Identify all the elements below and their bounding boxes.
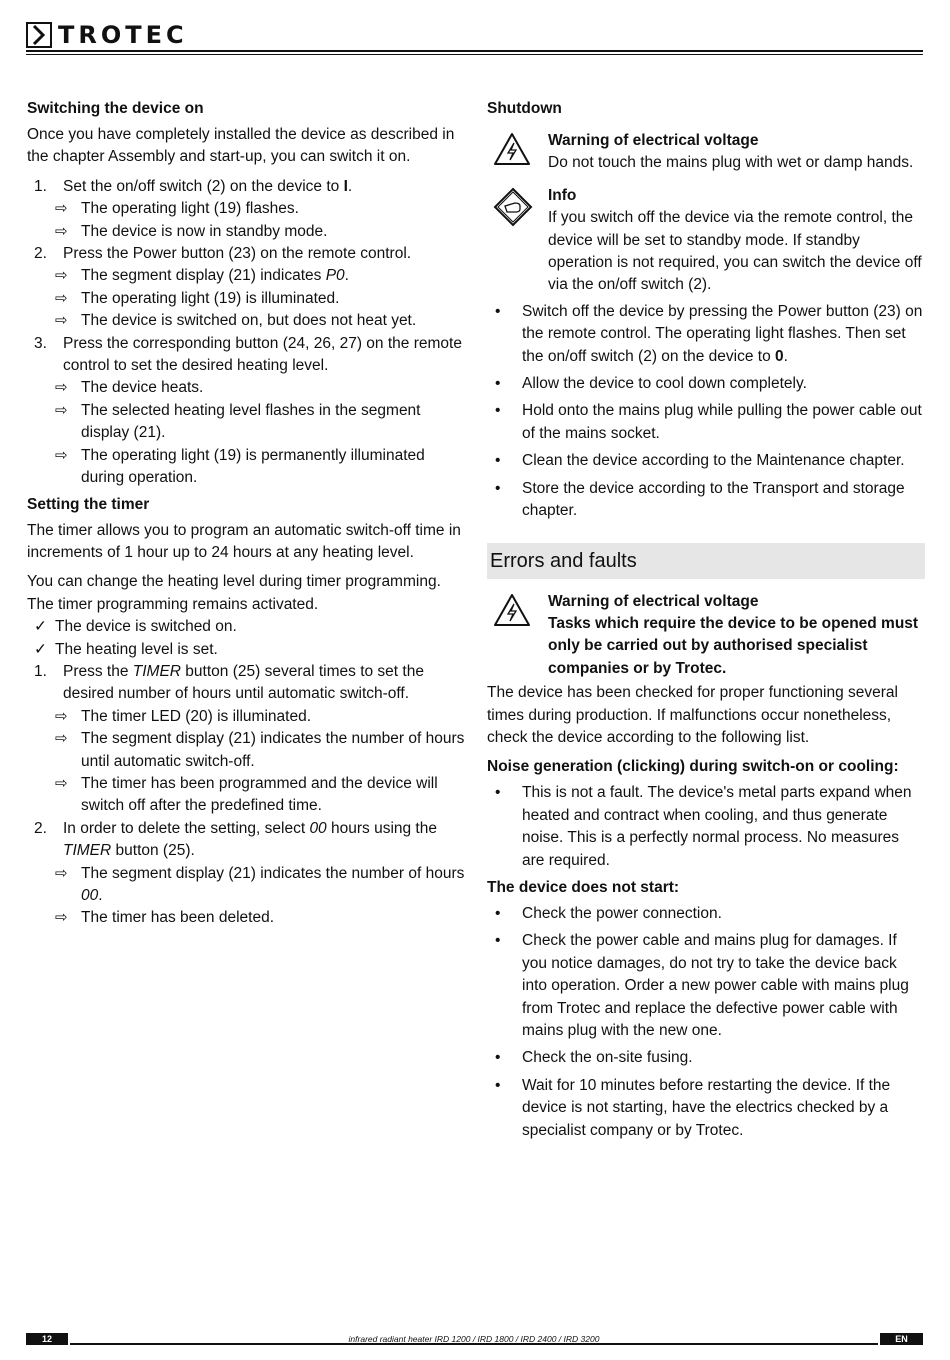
precondition-item: ✓ The device is switched on.: [27, 616, 467, 638]
errors-section-heading: Errors and faults: [487, 543, 925, 579]
shutdown-bullet: • Allow the device to cool down completely.: [495, 375, 807, 393]
page-header: [26, 18, 923, 56]
result-item: ⇨ The operating light (19) is illuminated.: [27, 288, 467, 310]
nostart-bullet: • Check the power cable and mains plug for damages. If you notice damages, do not try to take the device back into operation. Order a new power cable with mains plug from Trotec and replace the defective power cable with mains plug with the new one.: [495, 932, 909, 1039]
page-number: 12: [26, 1333, 68, 1345]
logo-chevron-icon: [26, 22, 52, 48]
shutdown-bullet: • Switch off the device by pressing the Power button (23) on the remote control. The operating light flashes. Then set the on/off switch (2) on the device to 0.: [495, 302, 923, 365]
nostart-bullet: • Check the power connection.: [495, 904, 722, 922]
info-hand-icon: [493, 187, 533, 234]
switching-heading: Switching the device on: [27, 100, 204, 117]
shutdown-bullet: • Clean the device according to the Maintenance chapter.: [495, 452, 905, 470]
result-item: ⇨ The device is now in standby mode.: [27, 221, 467, 243]
hollow-arrow-icon: ⇨: [55, 730, 68, 748]
noise-heading: Noise generation (clicking) during switch-on or cooling:: [487, 758, 899, 776]
result-item: ⇨ The segment display (21) indicates the number of hours 00.: [55, 864, 465, 904]
hollow-arrow-icon: ⇨: [55, 446, 68, 464]
step-2: 2. Press the Power button (23) on the remote control.: [34, 245, 412, 263]
hollow-arrow-icon: ⇨: [55, 401, 68, 419]
shutdown-heading: Shutdown: [487, 100, 562, 117]
result-item: ⇨ The selected heating level flashes in the segment display (21).: [55, 401, 421, 442]
noise-bullet: • This is not a fault. The device's metal parts expand when heated and contract when cooling, and thus generate noise. This is a perfectly normal process. No measures are required.: [495, 784, 912, 869]
nostart-bullet: • Check the on-site fusing.: [495, 1049, 693, 1067]
timer-step-2: 2. In order to delete the setting, select 00 hours using the TIMER button (25).: [34, 819, 437, 860]
hollow-arrow-icon: ⇨: [55, 379, 68, 397]
check-mark-icon: ✓: [34, 618, 47, 636]
result-item: ⇨ The segment display (21) indicates P0.: [27, 265, 467, 287]
shutdown-bullet: • Hold onto the mains plug while pulling the power cable out of the mains socket.: [495, 402, 922, 442]
timer-paragraph-2: You can change the heating level during timer programming. The timer programming remains activated.: [27, 573, 441, 613]
warning-note: Warning of electrical voltage Do not touch the mains plug with wet or damp hands.: [487, 130, 925, 175]
hollow-arrow-icon: ⇨: [55, 909, 68, 927]
language-badge: EN: [880, 1333, 923, 1345]
footer-title: infrared radiant heater IRD 1200 / IRD 1800 / IRD 2400 / IRD 3200: [348, 1334, 600, 1344]
trotec-logo: [26, 20, 188, 50]
result-item: ⇨ The operating light (19) flashes.: [27, 198, 467, 220]
result-item: ⇨ The timer has been programmed and the device will switch off after the predefined time.: [55, 774, 438, 815]
page-footer: [26, 1333, 923, 1345]
hollow-arrow-icon: ⇨: [55, 864, 68, 882]
result-item: ⇨ The operating light (19) is permanently illuminated during operation.: [55, 446, 425, 487]
timer-step-1: 1. Press the TIMER button (25) several times to set the desired number of hours until automatic switch-off.: [34, 662, 424, 703]
header-rule: [26, 50, 923, 52]
timer-paragraph-1: The timer allows you to program an automatic switch-off time in increments of 1 hour up to 24 hours at any heating level.: [27, 521, 461, 561]
hollow-arrow-icon: ⇨: [55, 222, 68, 240]
hollow-arrow-icon: ⇨: [55, 774, 68, 792]
result-item: ⇨ The segment display (21) indicates the number of hours until automatic switch-off.: [55, 730, 465, 770]
hollow-arrow-icon: ⇨: [55, 267, 68, 285]
right-column: [487, 98, 925, 1147]
header-rule-thin: [26, 54, 923, 55]
hollow-arrow-icon: ⇨: [55, 312, 68, 330]
result-item: ⇨ The timer LED (20) is illuminated.: [27, 706, 467, 728]
nostart-bullet: • Wait for 10 minutes before restarting the device. If the device is not starting, have the electrics checked by a specialist company or by Trotec.: [495, 1076, 891, 1139]
nostart-heading: The device does not start:: [487, 878, 680, 896]
step-1: 1. Set the on/off switch (2) on the device to I.: [34, 177, 353, 195]
shutdown-bullet: • Store the device according to the Transport and storage chapter.: [495, 479, 905, 520]
warning-note: Warning of electrical voltage Tasks which require the device to be opened must only be carried out by authorised specialist companies or by Trotec.: [487, 591, 925, 681]
electrical-warning-icon: [493, 593, 531, 634]
info-note: Info If you switch off the device via the remote control, the device will be set to standby mode. If standby operation is not required, you can switch the device off via the on/off switch (2).: [487, 185, 925, 297]
hollow-arrow-icon: ⇨: [55, 200, 68, 218]
result-item: ⇨ The timer has been deleted.: [27, 907, 467, 929]
errors-paragraph: The device has been checked for proper functioning several times during production. If malfunctions occur nonetheless, check the device according to the following list.: [487, 684, 898, 746]
step-3: 3. Press the corresponding button (24, 26, 27) on the remote control to set the desired heating level.: [34, 334, 462, 375]
result-item: ⇨ The device is switched on, but does not heat yet.: [27, 310, 467, 332]
result-item: ⇨ The device heats.: [27, 377, 467, 399]
timer-heading: Setting the timer: [27, 495, 150, 513]
precondition-item: ✓ The heating level is set.: [27, 639, 467, 661]
hollow-arrow-icon: ⇨: [55, 707, 68, 725]
left-column: [27, 98, 467, 930]
check-mark-icon: ✓: [34, 640, 47, 658]
electrical-warning-icon: [493, 132, 531, 173]
switching-intro: Once you have completely installed the device as described in the chapter Assembly and start-up, you can switch it on.: [27, 126, 455, 166]
hollow-arrow-icon: ⇨: [55, 289, 68, 307]
logo-text: TROTEC: [58, 21, 188, 49]
